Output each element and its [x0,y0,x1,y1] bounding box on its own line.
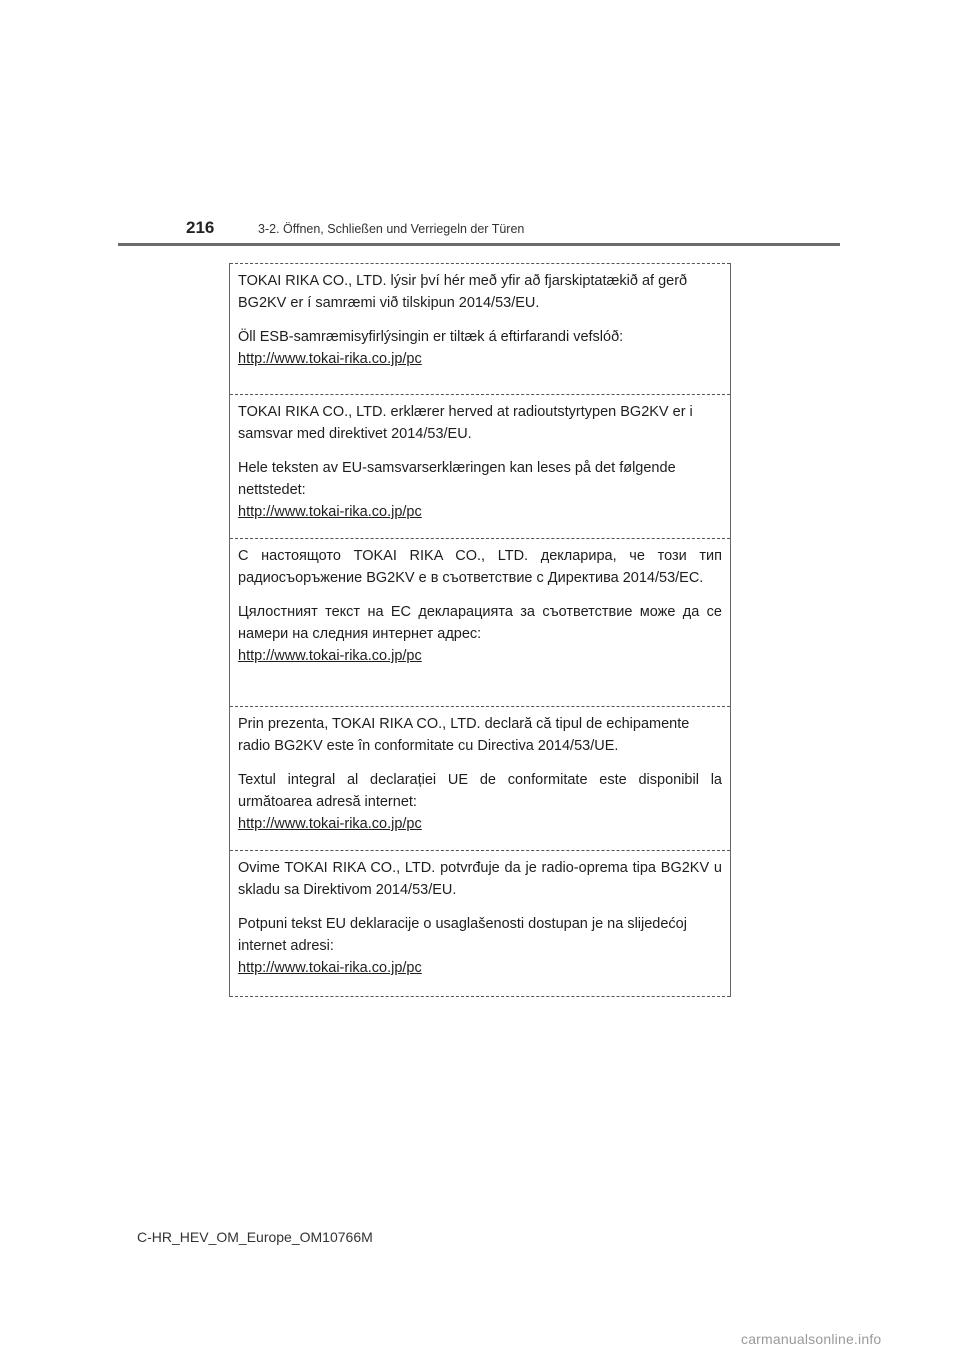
document-id: C-HR_HEV_OM_Europe_OM10766M [137,1229,373,1245]
page-number: 216 [186,218,215,237]
declaration-availability [238,457,722,523]
availability-text: Цялостният текст на ЕС декларацията за съответствие може да се намери на следния интернет адрес: [238,604,722,642]
declaration-url-link[interactable]: http://www.tokai-rika.co.jp/pc [238,648,422,664]
declaration-statement: TOKAI RIKA CO., LTD. lýsir því hér með yfir að fjarskiptatækið af gerð BG2KV er í samræmi við tilskipun 2014/53/EU. [238,273,688,311]
watermark: carmanualsonline.info [741,1331,882,1347]
section-title: 3-2. Öffnen, Schließen und Verriegeln der Türen [258,222,525,236]
declaration-availability [238,326,722,370]
declaration-url-link[interactable]: http://www.tokai-rika.co.jp/pc [238,504,422,520]
declaration-block-norwegian [230,394,730,538]
availability-text: Textul integral al declarației UE de conformitate este disponibil la următoarea adresă internet: [238,772,722,810]
declaration-statement: Ovime TOKAI RIKA CO., LTD. potvrđuje da je radio-oprema tipa BG2KV u skladu sa Direktivom 2014/53/EU. [238,860,722,898]
declaration-url-link[interactable]: http://www.tokai-rika.co.jp/pc [238,816,422,832]
declaration-block-icelandic [230,263,730,394]
declaration-block-bulgarian [230,538,730,706]
declaration-statement: С настоящото TOKAI RIKA CO., LTD. декларира, че този тип радиосъоръжение BG2KV е в съответствие с Директива 2014/53/ЕС. [238,548,722,586]
declaration-availability [238,601,722,667]
declarations-box [229,263,731,997]
declaration-url-link[interactable]: http://www.tokai-rika.co.jp/pc [238,960,422,976]
availability-text: Potpuni tekst EU deklaracije o usaglašenosti dostupan je na slijedećoj internet adresi: [238,916,687,954]
availability-text: Hele teksten av EU-samsvarserklæringen kan leses på det følgende nettstedet: [238,460,676,498]
declaration-availability [238,769,722,835]
declaration-url-link[interactable]: http://www.tokai-rika.co.jp/pc [238,351,422,367]
declaration-block-bosnian [230,850,730,997]
declaration-block-romanian [230,706,730,850]
declaration-availability [238,913,722,979]
availability-text: Öll ESB-samræmisyfirlýsingin er tiltæk á eftirfarandi vefslóð: [238,329,624,345]
header-divider [118,243,840,246]
declaration-statement: TOKAI RIKA CO., LTD. erklærer herved at radioutstyrtypen BG2KV er i samsvar med direktivet 2014/53/EU. [238,404,693,442]
declaration-statement: Prin prezenta, TOKAI RIKA CO., LTD. declară că tipul de echipamente radio BG2KV este în conformitate cu Directiva 2014/53/UE. [238,716,690,754]
